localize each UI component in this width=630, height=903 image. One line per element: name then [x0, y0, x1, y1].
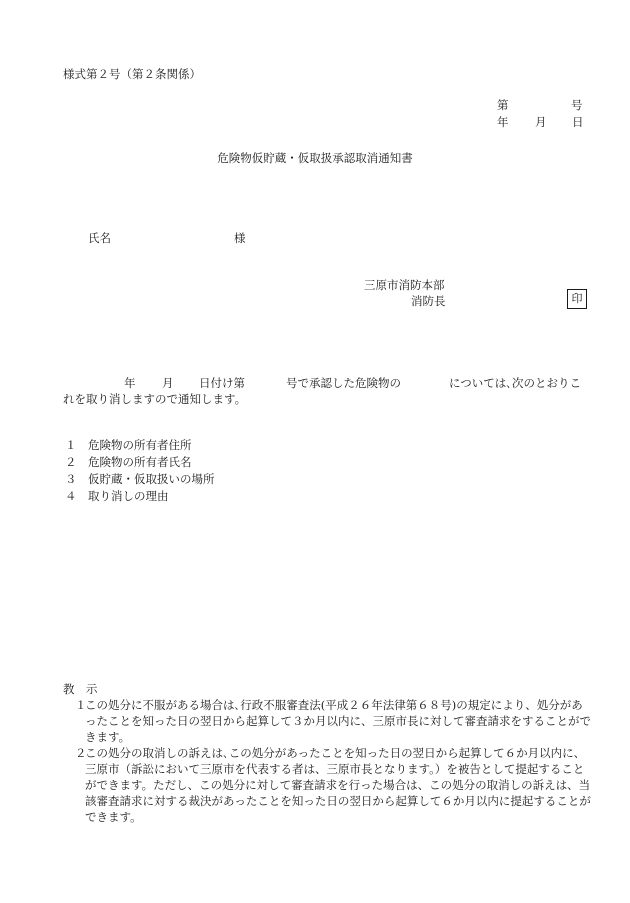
paragraph-text: この処分に不服がある場合は､行政不服審査法(平成２６年法律第６８号)の規定により、処分があったことを知った日の翌日から起算して３か月以内に、三原市長に対して審査請求をすることができます。: [85, 698, 591, 744]
instruction-paragraph: [63, 697, 593, 745]
seal-box: 印: [567, 289, 587, 309]
date-year-label: 年: [497, 115, 509, 129]
sender-organization: 三原市消防本部: [364, 278, 445, 292]
paragraph-number: ２: [75, 746, 87, 760]
item-number: ４: [65, 489, 77, 503]
notice-body-line-1: [124, 375, 594, 391]
body-month: 月: [162, 376, 174, 390]
body-approved-hazmat: 号で承認した危険物の: [286, 376, 401, 390]
item-number: ３: [65, 472, 77, 486]
body-year: 年: [124, 376, 136, 390]
item-label: 取り消しの理由: [88, 489, 169, 503]
paragraph-number: １: [75, 698, 87, 712]
list-item: [65, 488, 215, 505]
document-number-line: [497, 97, 583, 113]
body-date-number: 日付け第: [199, 376, 245, 390]
list-item: [65, 471, 215, 488]
recipient-name-label: 氏名: [88, 231, 111, 245]
instruction-heading: 教 示: [63, 682, 98, 696]
item-label: 危険物の所有者氏名: [88, 455, 192, 469]
recipient-honorific: 様: [234, 231, 246, 245]
item-label: 危険物の所有者住所: [88, 438, 192, 452]
date-month-label: 月: [535, 115, 547, 129]
notice-body-line-2: れを取り消しますので通知します。: [63, 392, 247, 406]
body-regarding: については､次のとおりこ: [449, 376, 582, 390]
item-label: 仮貯蔵・仮取扱いの場所: [88, 472, 215, 486]
list-item: [65, 437, 215, 454]
item-number: １: [65, 438, 77, 452]
form-number-label: 様式第２号（第２条関係）: [63, 67, 201, 81]
document-title: 危険物仮貯蔵・仮取扱承認取消通知書: [217, 151, 413, 165]
document-number-prefix: 第: [497, 98, 509, 112]
paragraph-text: この処分の取消しの訴えは､この処分があったことを知った日の翌日から起算して６か月以内に、三原市（訴訟において三原市を代表する者は、三原市長となります。）を被告として提起することができます。ただし、この処分に対して審査請求を行った場合は、この処分の取消しの訴えは、当該審査請求に対する裁決があったことを知った日の翌日から起算して６か月以内に提起することができます。: [85, 746, 591, 824]
item-list: [65, 437, 215, 505]
date-day-label: 日: [572, 115, 584, 129]
list-item: [65, 454, 215, 471]
sender-chief-title: 消防長: [411, 294, 446, 308]
date-line: [497, 114, 584, 130]
instruction-section: [63, 697, 593, 825]
document-number-suffix: 号: [571, 98, 583, 112]
instruction-paragraph: [63, 745, 593, 825]
item-number: ２: [65, 455, 77, 469]
